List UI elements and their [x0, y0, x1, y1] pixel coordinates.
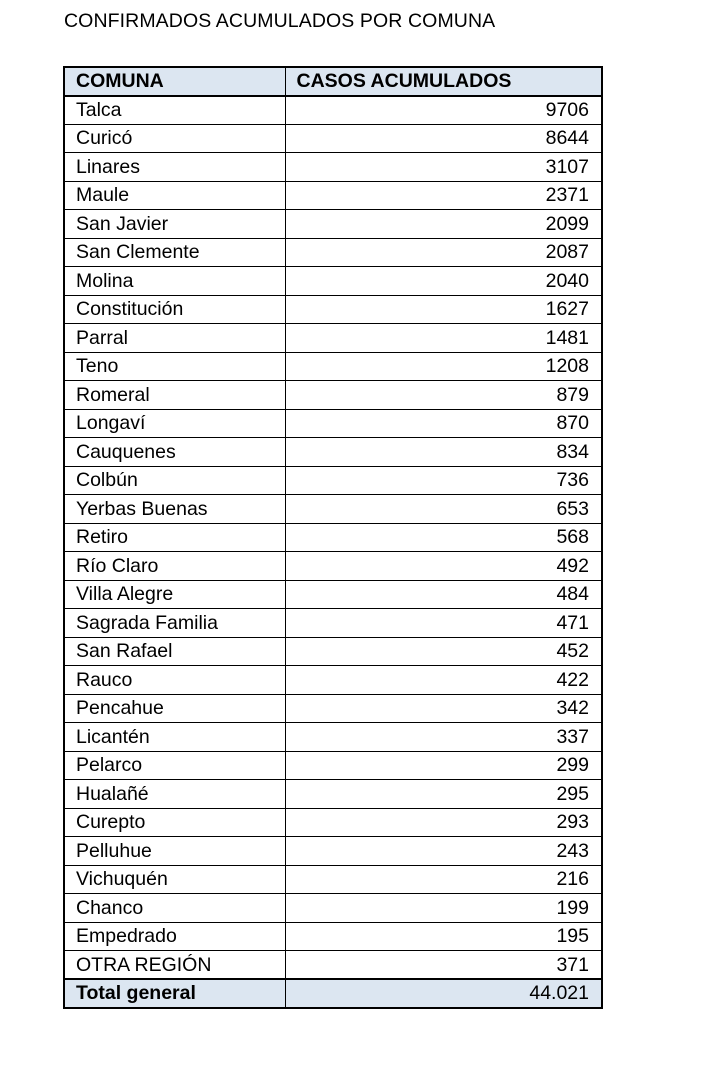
casos-cell: 1627: [285, 295, 602, 324]
table-row: [64, 580, 602, 609]
page-title: CONFIRMADOS ACUMULADOS POR COMUNA: [64, 10, 496, 32]
comuna-cell: Yerbas Buenas: [64, 495, 285, 524]
casos-cell: 492: [285, 552, 602, 581]
table-row: [64, 837, 602, 866]
table-row: [64, 951, 602, 980]
casos-cell: 653: [285, 495, 602, 524]
table-row: [64, 238, 602, 267]
comuna-cell: Constitución: [64, 295, 285, 324]
comuna-cell: Vichuquén: [64, 865, 285, 894]
casos-cell: 299: [285, 751, 602, 780]
table-row: [64, 352, 602, 381]
table-row: [64, 894, 602, 923]
comuna-cell: Pelarco: [64, 751, 285, 780]
casos-cell: 452: [285, 637, 602, 666]
comuna-cell: Linares: [64, 153, 285, 182]
casos-cell: 2040: [285, 267, 602, 296]
casos-cell: 2087: [285, 238, 602, 267]
table-body: [64, 96, 602, 980]
comuna-cell: Licantén: [64, 723, 285, 752]
casos-cell: 568: [285, 523, 602, 552]
comuna-cell: OTRA REGIÓN: [64, 951, 285, 980]
casos-cell: 342: [285, 694, 602, 723]
comuna-cell: Río Claro: [64, 552, 285, 581]
casos-cell: 243: [285, 837, 602, 866]
table-row: [64, 694, 602, 723]
comuna-cell: Molina: [64, 267, 285, 296]
comuna-cell: Villa Alegre: [64, 580, 285, 609]
total-value: 44.021: [285, 979, 602, 1008]
table-row: [64, 466, 602, 495]
table-row: [64, 552, 602, 581]
table-row: [64, 865, 602, 894]
table-row: [64, 438, 602, 467]
table-row: [64, 922, 602, 951]
comuna-cell: Romeral: [64, 381, 285, 410]
comuna-cell: Longaví: [64, 409, 285, 438]
casos-cell: 484: [285, 580, 602, 609]
table-row: [64, 751, 602, 780]
table-row: [64, 637, 602, 666]
casos-cell: 736: [285, 466, 602, 495]
casos-cell: 216: [285, 865, 602, 894]
casos-cell: 1208: [285, 352, 602, 381]
casos-cell: 1481: [285, 324, 602, 353]
casos-cell: 199: [285, 894, 602, 923]
comuna-cell: Curicó: [64, 124, 285, 153]
table-row: [64, 295, 602, 324]
table-row: [64, 267, 602, 296]
casos-cell: 8644: [285, 124, 602, 153]
table-row: [64, 324, 602, 353]
column-header-comuna: COMUNA: [64, 67, 285, 96]
table-row: [64, 808, 602, 837]
comuna-cell: Maule: [64, 181, 285, 210]
table-row: [64, 495, 602, 524]
table-row: [64, 96, 602, 125]
comuna-cell: San Javier: [64, 210, 285, 239]
comuna-cell: Cauquenes: [64, 438, 285, 467]
comuna-cell: Empedrado: [64, 922, 285, 951]
table-row: [64, 523, 602, 552]
casos-cell: 2099: [285, 210, 602, 239]
comuna-cell: Talca: [64, 96, 285, 125]
table-row: [64, 124, 602, 153]
casos-cell: 870: [285, 409, 602, 438]
casos-cell: 879: [285, 381, 602, 410]
casos-cell: 293: [285, 808, 602, 837]
table-row: [64, 210, 602, 239]
comuna-cell: Teno: [64, 352, 285, 381]
table-row: [64, 666, 602, 695]
comuna-cell: Curepto: [64, 808, 285, 837]
table-row: [64, 723, 602, 752]
comuna-cell: Colbún: [64, 466, 285, 495]
casos-cell: 2371: [285, 181, 602, 210]
table-header-row: [64, 67, 602, 96]
casos-cell: 834: [285, 438, 602, 467]
casos-cell: 195: [285, 922, 602, 951]
comuna-cell: San Rafael: [64, 637, 285, 666]
comuna-cell: Parral: [64, 324, 285, 353]
comuna-cell: Hualañé: [64, 780, 285, 809]
column-header-casos: CASOS ACUMULADOS: [285, 67, 602, 96]
total-row: [64, 979, 602, 1008]
table-row: [64, 381, 602, 410]
casos-cell: 9706: [285, 96, 602, 125]
table-row: [64, 609, 602, 638]
comuna-cell: Rauco: [64, 666, 285, 695]
casos-cell: 295: [285, 780, 602, 809]
casos-cell: 371: [285, 951, 602, 980]
cases-table: [63, 66, 603, 1009]
casos-cell: 3107: [285, 153, 602, 182]
comuna-cell: Chanco: [64, 894, 285, 923]
total-label: Total general: [64, 979, 285, 1008]
comuna-cell: Pelluhue: [64, 837, 285, 866]
table-row: [64, 409, 602, 438]
casos-cell: 337: [285, 723, 602, 752]
table-row: [64, 153, 602, 182]
table-row: [64, 181, 602, 210]
comuna-cell: Sagrada Familia: [64, 609, 285, 638]
table-row: [64, 780, 602, 809]
comuna-cell: Pencahue: [64, 694, 285, 723]
casos-cell: 471: [285, 609, 602, 638]
comuna-cell: San Clemente: [64, 238, 285, 267]
comuna-cell: Retiro: [64, 523, 285, 552]
casos-cell: 422: [285, 666, 602, 695]
